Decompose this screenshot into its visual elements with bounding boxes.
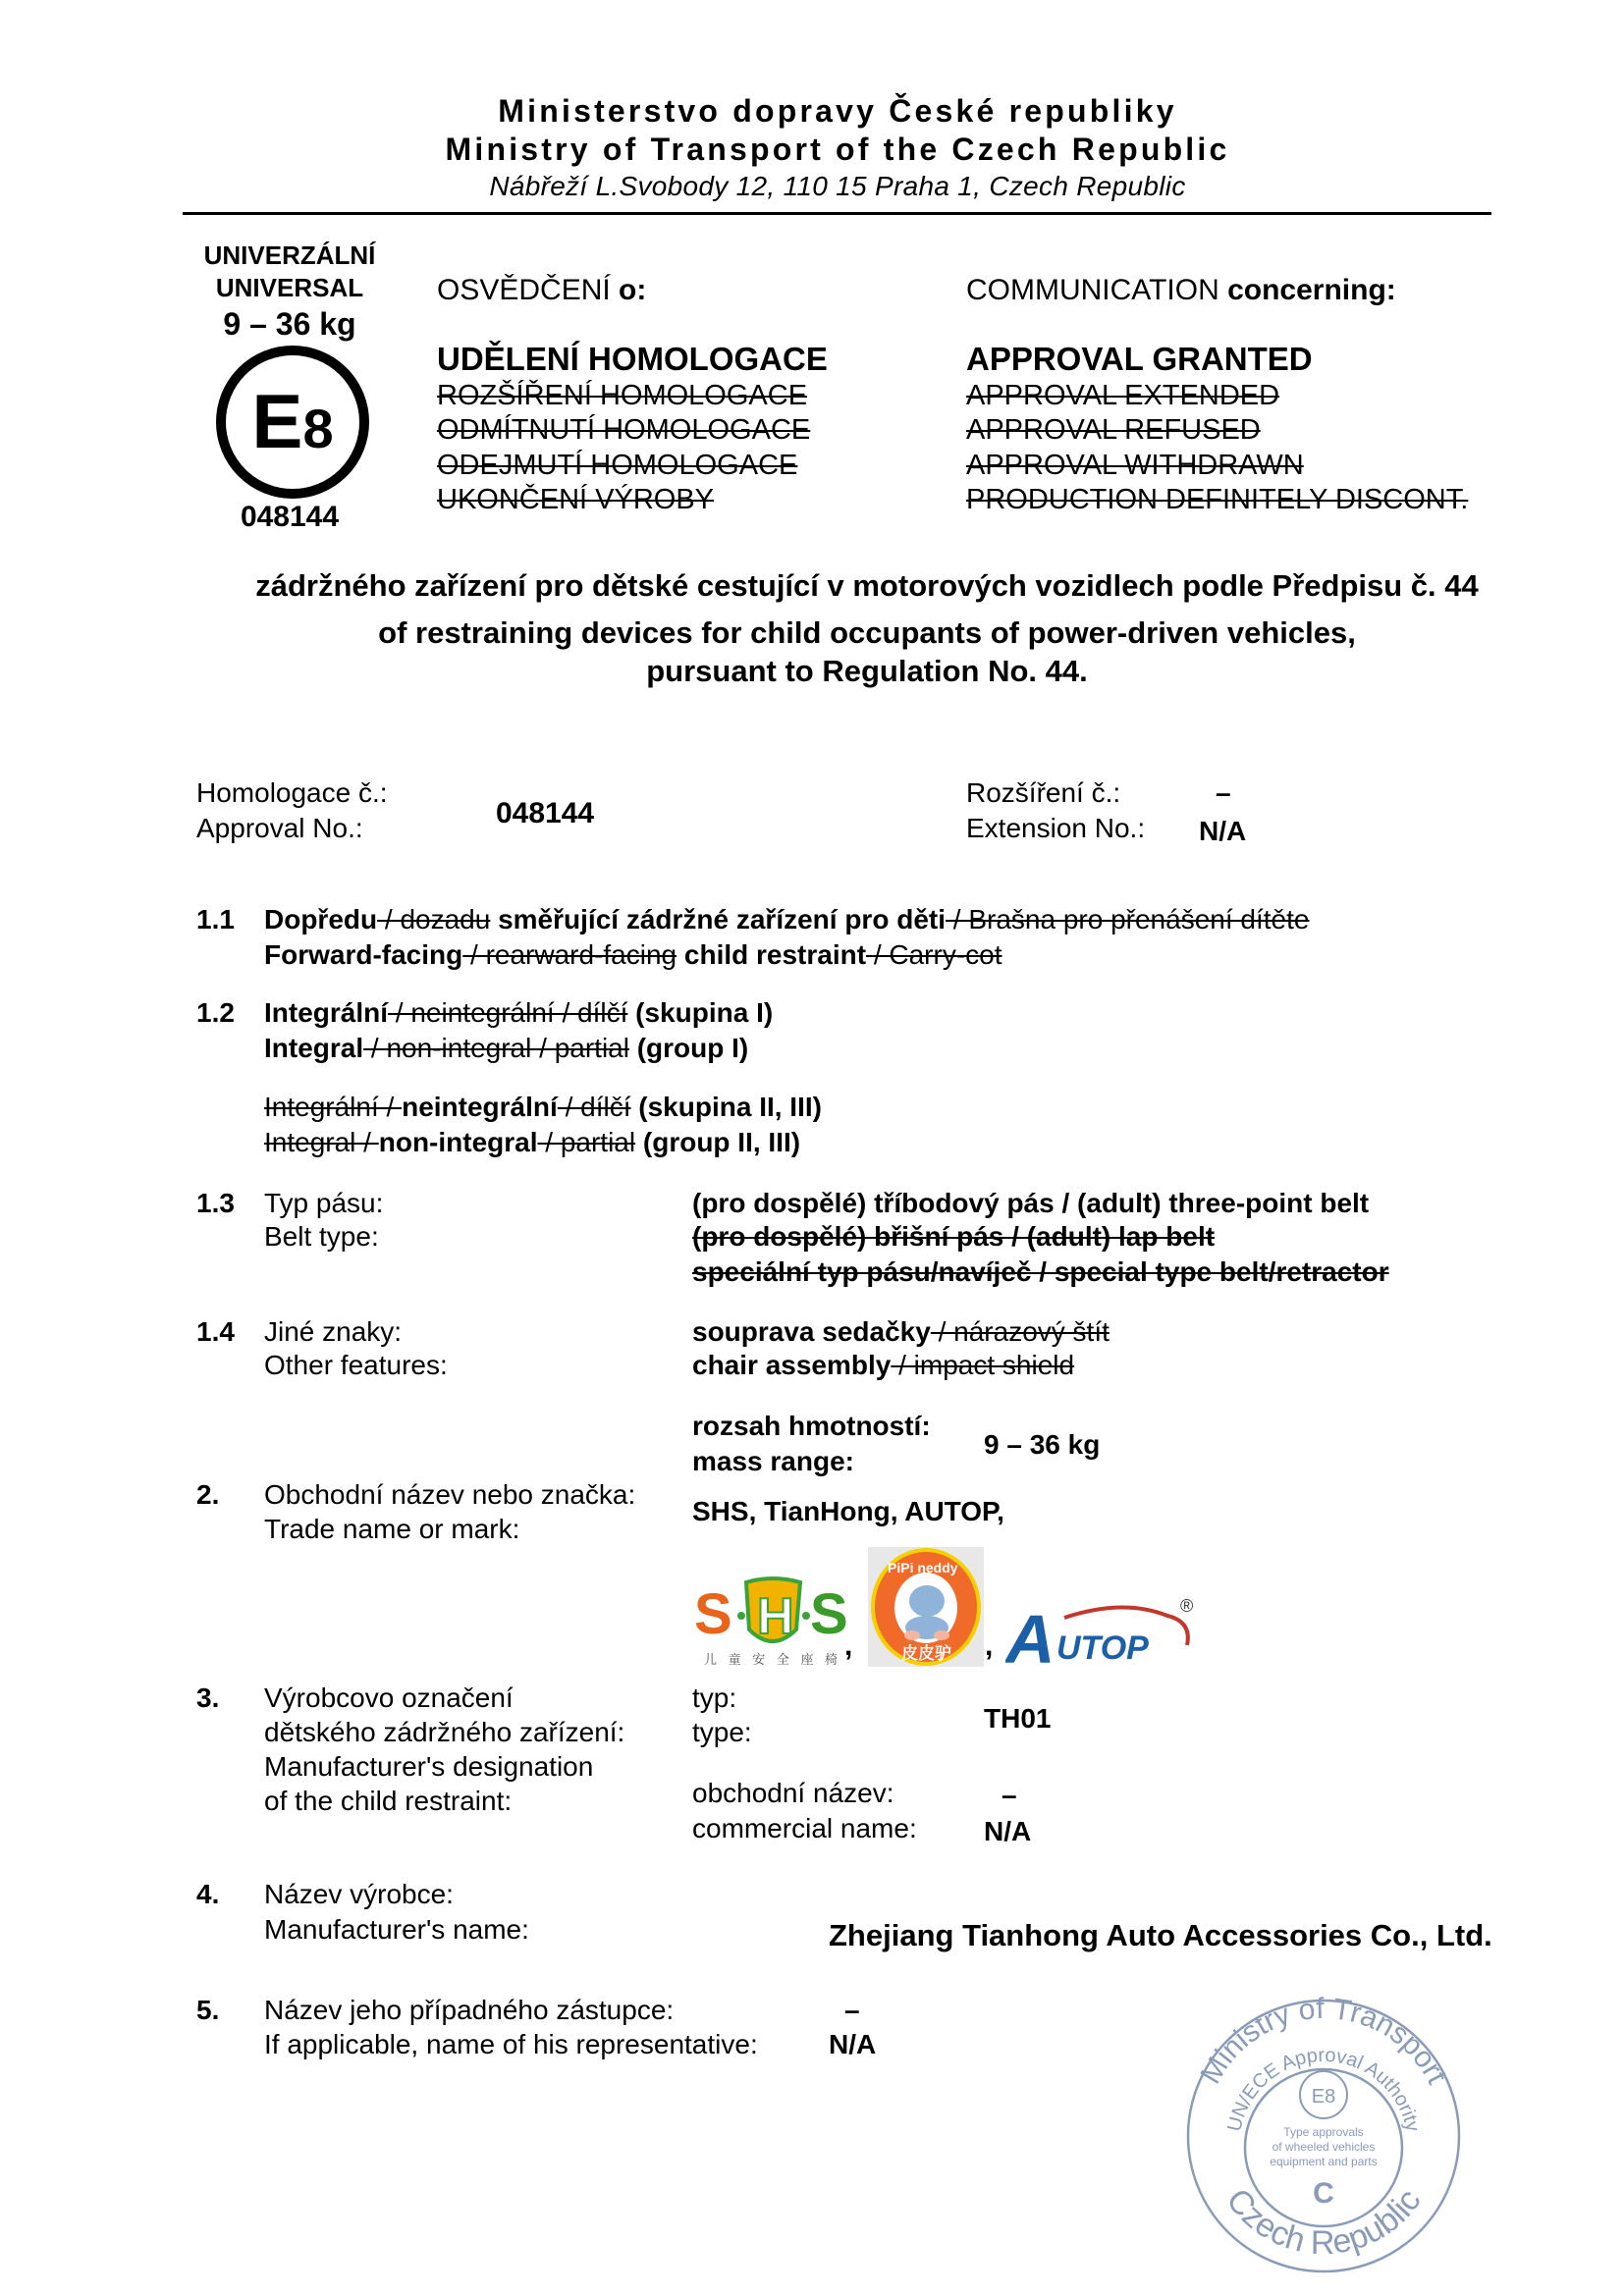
communication-label-cz (437, 274, 646, 307)
subject-cz: zádržného zařízení pro dětské cestující v motorových vozidlech podle Předpisu č. 44 (255, 568, 1479, 603)
pipi-logo (868, 1547, 984, 1667)
mark-approval-number: 048144 (240, 501, 340, 533)
approval-label-en: Approval No.: (196, 813, 363, 843)
section-number: 5. (196, 1995, 220, 2025)
section-number: 4. (196, 1879, 220, 1909)
label-text: COMMUNICATION (966, 274, 1219, 306)
status-struck-en: PRODUCTION DEFINITELY DISCONT. (966, 484, 1469, 515)
group2-category-en (264, 1126, 800, 1159)
extension-label-en: Extension No.: (966, 813, 1146, 843)
section-number: 1.1 (196, 904, 235, 934)
representative-dash: – (844, 1995, 860, 2025)
representative-label-cz: Název jeho případného zástupce: (264, 1995, 675, 2025)
belt-type-label-en: Belt type: (264, 1221, 379, 1252)
struck-option: Integral / (264, 1127, 379, 1157)
pipi-logo-bottom-text: 皮皮驴 (901, 1644, 951, 1663)
group2-category-cz (264, 1091, 822, 1124)
struck-option: / dozadu (377, 904, 491, 934)
mass-range-label-cz: rozsah hmotností: (692, 1411, 931, 1441)
selected-option: neintegrální (402, 1092, 558, 1122)
shs-logo-subtitle: 儿 童 安 全 座 椅 (704, 1652, 842, 1667)
stamp-e8: E8 (1311, 2086, 1336, 2108)
section-number: 1.3 (196, 1188, 235, 1218)
ministry-address: Nábřeží L.Svobody 12, 110 15 Praha 1, Czech Republic (489, 171, 1186, 201)
group1-category-en (264, 1032, 748, 1065)
manufacturer-name: Zhejiang Tianhong Auto Accessories Co., Ltd. (829, 1918, 1492, 1952)
universal-cz: UNIVERZÁLNÍ (203, 240, 376, 270)
restraint-direction-cz (264, 903, 1309, 936)
stamp-line: Type approvals (1283, 2125, 1364, 2139)
type-label-en: type: (692, 1717, 752, 1747)
commercial-name-value: N/A (984, 1816, 1032, 1846)
selected-option: chair assembly (692, 1350, 892, 1380)
subject-en-line2: pursuant to Regulation No. 44. (646, 654, 1088, 688)
commercial-name-label-cz: obchodní název: (692, 1778, 894, 1808)
stamp-line: equipment and parts (1270, 2155, 1378, 2168)
group-label: (group I) (628, 1033, 749, 1063)
selected-option: směřující zádržné zařízení pro děti (490, 904, 946, 934)
status-struck-en: APPROVAL REFUSED (966, 414, 1261, 446)
struck-option: / rearward-facing (462, 939, 677, 970)
section-number: 1.4 (196, 1316, 235, 1347)
group-label: (skupina I) (627, 997, 774, 1028)
approval-number: 048144 (496, 797, 595, 829)
section-number: 2. (196, 1479, 220, 1510)
subject-en-line1: of restraining devices for child occupants of power-driven vehicles, (378, 615, 1356, 650)
status-struck-en: APPROVAL EXTENDED (966, 380, 1280, 411)
other-features-en (692, 1349, 1074, 1382)
struck-option: / Carry-cot (866, 939, 1002, 970)
belt-type-struck: speciální typ pásu/navíječ / special type belt/retractor (692, 1256, 1389, 1287)
label-suffix: concerning: (1218, 274, 1396, 306)
status-struck-cz: ODEJMUTÍ HOMOLOGACE (437, 450, 798, 481)
designation-label: of the child restraint: (264, 1786, 513, 1816)
selected-option: non-integral (378, 1127, 538, 1157)
label-text: OSVĚDČENÍ (437, 274, 611, 306)
autop-logo-text: UTOP (1056, 1629, 1149, 1667)
mark-mass-range: 9 – 36 kg (223, 306, 356, 342)
status-struck-cz: UKONČENÍ VÝROBY (437, 484, 714, 515)
ministry-name-cz: Ministerstvo dopravy České republiky (498, 93, 1177, 129)
struck-option: / partial (537, 1127, 636, 1157)
status-struck-cz: ODMÍTNUTÍ HOMOLOGACE (437, 414, 811, 446)
manufacturer-label-cz: Název výrobce: (264, 1879, 454, 1909)
struck-option: / nárazový štít (930, 1316, 1110, 1347)
svg-text:Ministry of Transport (1194, 1993, 1453, 2090)
autop-logo-a: A (1005, 1601, 1056, 1667)
belt-type-struck: (pro dospělé) břišní pás / (adult) lap belt (692, 1221, 1216, 1252)
universal-en: UNIVERSAL (215, 273, 364, 302)
ministry-name-en: Ministry of Transport of the Czech Republic (445, 132, 1230, 167)
stamp-line: of wheeled vehicles (1272, 2140, 1376, 2154)
autop-logo (1005, 1588, 1202, 1667)
svg-text:H: H (757, 1588, 794, 1645)
stamp-outer-text: Ministry of Transport (1194, 1992, 1453, 2090)
stamp-inner-text: UN/ECE Approval Authority (1223, 2044, 1424, 2134)
belt-type-selected: (pro dospělé) tříbodový pás / (adult) three-point belt (692, 1188, 1370, 1218)
representative-label-en: If applicable, name of his representative: (264, 2029, 758, 2059)
selected-option: child restraint (677, 939, 867, 970)
approval-authority-stamp (1178, 1991, 1469, 2281)
other-features-cz (692, 1315, 1110, 1349)
group-label: (skupina II, III) (630, 1092, 822, 1122)
e-number: 8 (302, 398, 334, 459)
manufacturer-label-en: Manufacturer's name: (264, 1914, 529, 1945)
trade-name-label-cz: Obchodní název nebo značka: (264, 1479, 636, 1510)
mass-range-value: 9 – 36 kg (984, 1429, 1101, 1460)
designation-label: Manufacturer's designation (264, 1751, 594, 1782)
struck-option: / non-integral / partial (363, 1033, 629, 1063)
selected-option: Dopředu (264, 904, 378, 934)
logo-separator: , (985, 1629, 994, 1662)
pipi-logo-top-text: PiPi nеddy (888, 1560, 958, 1575)
status-granted-en: APPROVAL GRANTED (966, 341, 1313, 377)
status-granted-cz: UDĚLENÍ HOMOLOGACE (437, 341, 828, 377)
status-struck-en: APPROVAL WITHDRAWN (966, 450, 1304, 481)
commercial-name-dash: – (1001, 1780, 1017, 1810)
struck-option: / neintegrální / dílčí (388, 997, 628, 1028)
group-label: (group II, III) (635, 1127, 801, 1157)
struck-option: / dílčí (557, 1092, 631, 1122)
type-value: TH01 (984, 1703, 1052, 1734)
restraint-direction-en (264, 938, 1002, 972)
other-features-label-en: Other features: (264, 1350, 448, 1380)
commercial-name-label-en: commercial name: (692, 1813, 917, 1843)
header-divider (183, 212, 1491, 215)
stamp-letter: C (1313, 2177, 1334, 2210)
belt-type-label-cz: Typ pásu: (264, 1188, 384, 1218)
e8-approval-mark (216, 346, 369, 499)
designation-label: dětského zádržného zařízení: (264, 1717, 625, 1747)
status-struck-cz: ROZŠÍŘENÍ HOMOLOGACE (437, 380, 808, 411)
selected-option: Integral (264, 1033, 364, 1063)
extension-label-cz: Rozšíření č.: (966, 777, 1121, 808)
selected-option: Forward-facing (264, 939, 463, 970)
struck-option: Integrální / (264, 1092, 403, 1122)
shs-logo (692, 1571, 854, 1671)
mass-range-label-en: mass range: (692, 1446, 854, 1476)
logo-separator: , (844, 1629, 853, 1662)
designation-label: Výrobcovo označení (264, 1682, 514, 1713)
svg-text:S: S (810, 1582, 848, 1646)
other-features-label-cz: Jiné znaky: (264, 1316, 403, 1347)
section-number: 1.2 (196, 997, 235, 1028)
group1-category-cz (264, 996, 773, 1030)
trade-name-value: SHS, TianHong, AUTOP, (692, 1496, 1004, 1526)
registered-mark: ® (1180, 1596, 1194, 1616)
stamp-bottom-text: Czech Republic (1218, 2181, 1429, 2263)
trade-name-label-en: Trade name or mark: (264, 1514, 520, 1544)
label-suffix: o: (610, 274, 647, 306)
representative-value: N/A (829, 2029, 877, 2059)
selected-option: souprava sedačky (692, 1316, 931, 1347)
e-letter: E (251, 378, 303, 464)
section-number: 3. (196, 1682, 220, 1713)
struck-option: / impact shield (891, 1350, 1075, 1380)
communication-label-en (966, 274, 1396, 307)
svg-text:S: S (694, 1582, 732, 1646)
selected-option: Integrální (264, 997, 389, 1028)
extension-value: N/A (1199, 816, 1247, 846)
type-label-cz: typ: (692, 1682, 737, 1713)
approval-label-cz: Homologace č.: (196, 777, 388, 808)
struck-option: / Brašna pro přenášení dítěte (946, 904, 1310, 934)
extension-dash: – (1216, 777, 1231, 808)
